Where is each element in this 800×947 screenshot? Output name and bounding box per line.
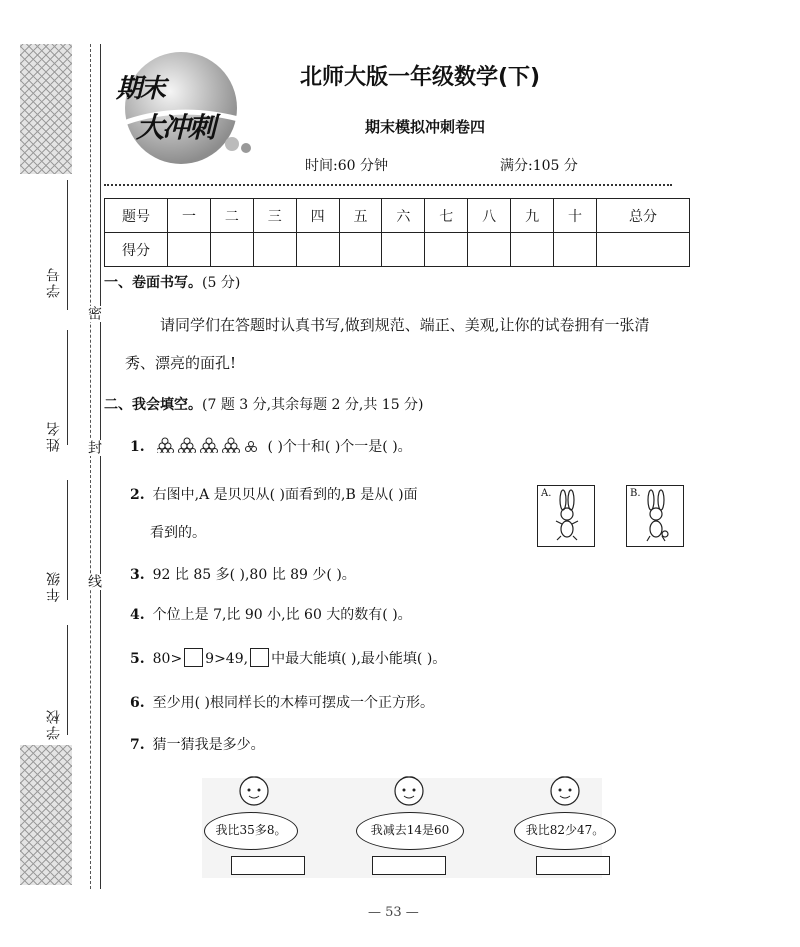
score-header-cell: 九 (511, 199, 554, 233)
field-grade: 年级 (46, 570, 62, 602)
subtitle: 期末模拟冲刺卷四 (365, 118, 486, 136)
digit-box-ref (250, 648, 269, 667)
score-header-cell: 十 (554, 199, 597, 233)
score-cell[interactable] (425, 233, 468, 267)
section1-text-line2: 秀、漂亮的面孔! (125, 354, 237, 372)
score-row-label: 得分 (105, 233, 168, 267)
score-header-cell: 三 (253, 199, 296, 233)
section2-title: 二、我会填空。 (104, 397, 202, 413)
score-cell[interactable] (468, 233, 511, 267)
question-5 (130, 648, 446, 668)
question-4-number: 4. (130, 607, 145, 623)
page-number: — 53 — (368, 905, 419, 920)
field-school: 学校 (46, 708, 62, 740)
score-header-cell: 题号 (105, 199, 168, 233)
question-7-text: 猜一猜我是多少。 (152, 737, 265, 753)
question-3-text: 92 比 85 多( ),80 比 89 少( )。 (152, 567, 356, 583)
score-table (104, 198, 690, 267)
logo-text-1: 期末 (116, 74, 165, 104)
question-5-text-c: 中最大能填( ),最小能填( )。 (271, 651, 447, 667)
view-a-label: A. (541, 488, 552, 499)
question-5-text-b: 9>49, (205, 651, 249, 667)
question-3 (130, 564, 356, 584)
child-head-2-icon (391, 774, 427, 808)
margin-line-dashed (90, 44, 92, 889)
seal-xian: 线 (86, 574, 102, 590)
seal-feng: 封 (86, 440, 102, 456)
score-cell[interactable] (210, 233, 253, 267)
question-2-number: 2. (130, 487, 145, 503)
field-school-line (67, 625, 68, 735)
score-header-cell: 总分 (597, 199, 690, 233)
field-grade-line (67, 480, 68, 600)
seal-mi: 密 (86, 306, 102, 322)
score-cell[interactable] (597, 233, 690, 267)
section1-title: 一、卷面书写。 (104, 275, 202, 291)
question-1 (130, 436, 412, 456)
child-head-1-icon (236, 774, 272, 808)
section1-text-line1: 请同学们在答题时认真书写,做到规范、端正、美观,让你的试卷拥有一张清 (160, 316, 650, 334)
score-header-cell: 五 (339, 199, 382, 233)
score-cell[interactable] (339, 233, 382, 267)
question-4-text: 个位上是 7,比 90 小,比 60 大的数有( )。 (152, 607, 412, 623)
score-header-cell: 四 (296, 199, 339, 233)
question-2-text: 右图中,A 是贝贝从( )面看到的,B 是从( )面 (152, 487, 418, 503)
score-header-cell: 一 (168, 199, 211, 233)
field-student-id: 学号 (46, 266, 62, 298)
bubble-1: 我比35多8。 (204, 812, 298, 850)
digit-box[interactable] (184, 648, 203, 667)
margin-pattern-top (20, 44, 72, 174)
score-header-cell: 二 (210, 199, 253, 233)
logo-text-2: 大冲刺 (136, 111, 215, 144)
answer-box-1[interactable] (231, 856, 305, 875)
exam-time: 时间:60 分钟 (305, 158, 388, 174)
score-cell[interactable] (253, 233, 296, 267)
logo (106, 46, 266, 166)
field-name: 姓名 (46, 420, 62, 452)
exam-full-score: 满分:105 分 (500, 158, 578, 174)
view-b-box (626, 485, 684, 547)
child-head-3-icon (547, 774, 583, 808)
score-table-header-row (105, 199, 690, 233)
field-name-line (67, 330, 68, 445)
section1-points: (5 分) (202, 275, 241, 291)
score-cell[interactable] (511, 233, 554, 267)
score-header-cell: 八 (468, 199, 511, 233)
question-4 (130, 604, 412, 624)
question-1-number: 1. (130, 439, 145, 455)
question-6-text: 至少用( )根同样长的木棒可摆成一个正方形。 (152, 695, 434, 711)
view-b-label: B. (630, 488, 641, 499)
question-7 (130, 734, 265, 754)
margin-pattern-bottom (20, 745, 72, 885)
main-title: 北师大版一年级数学(下) (300, 65, 541, 90)
section2-points: (7 题 3 分,其余每题 2 分,共 15 分) (202, 397, 424, 413)
score-cell[interactable] (554, 233, 597, 267)
question-2 (130, 484, 418, 504)
score-header-cell: 七 (425, 199, 468, 233)
section1-heading (104, 272, 240, 292)
answer-box-3[interactable] (536, 856, 610, 875)
score-cell[interactable] (168, 233, 211, 267)
triangle-groups-icon (157, 437, 263, 453)
question-7-number: 7. (130, 737, 145, 753)
view-a-box (537, 485, 595, 547)
question-5-text-a: 80> (152, 651, 183, 667)
question-3-number: 3. (130, 567, 145, 583)
header-divider (104, 184, 672, 186)
bubble-3: 我比82少47。 (514, 812, 616, 850)
question-6-number: 6. (130, 695, 145, 711)
field-student-id-line (67, 180, 68, 310)
question-6 (130, 692, 434, 712)
score-cell[interactable] (382, 233, 425, 267)
question-1-text: ( )个十和( )个一是( )。 (267, 439, 412, 455)
score-header-cell: 六 (382, 199, 425, 233)
section2-heading (104, 394, 424, 414)
bubble-2: 我减去14是60 (356, 812, 464, 850)
margin-line-solid (100, 44, 101, 889)
question-5-number: 5. (130, 651, 145, 667)
score-table-score-row (105, 233, 690, 267)
answer-box-2[interactable] (372, 856, 446, 875)
score-cell[interactable] (296, 233, 339, 267)
question-2-text-line2: 看到的。 (150, 525, 206, 541)
